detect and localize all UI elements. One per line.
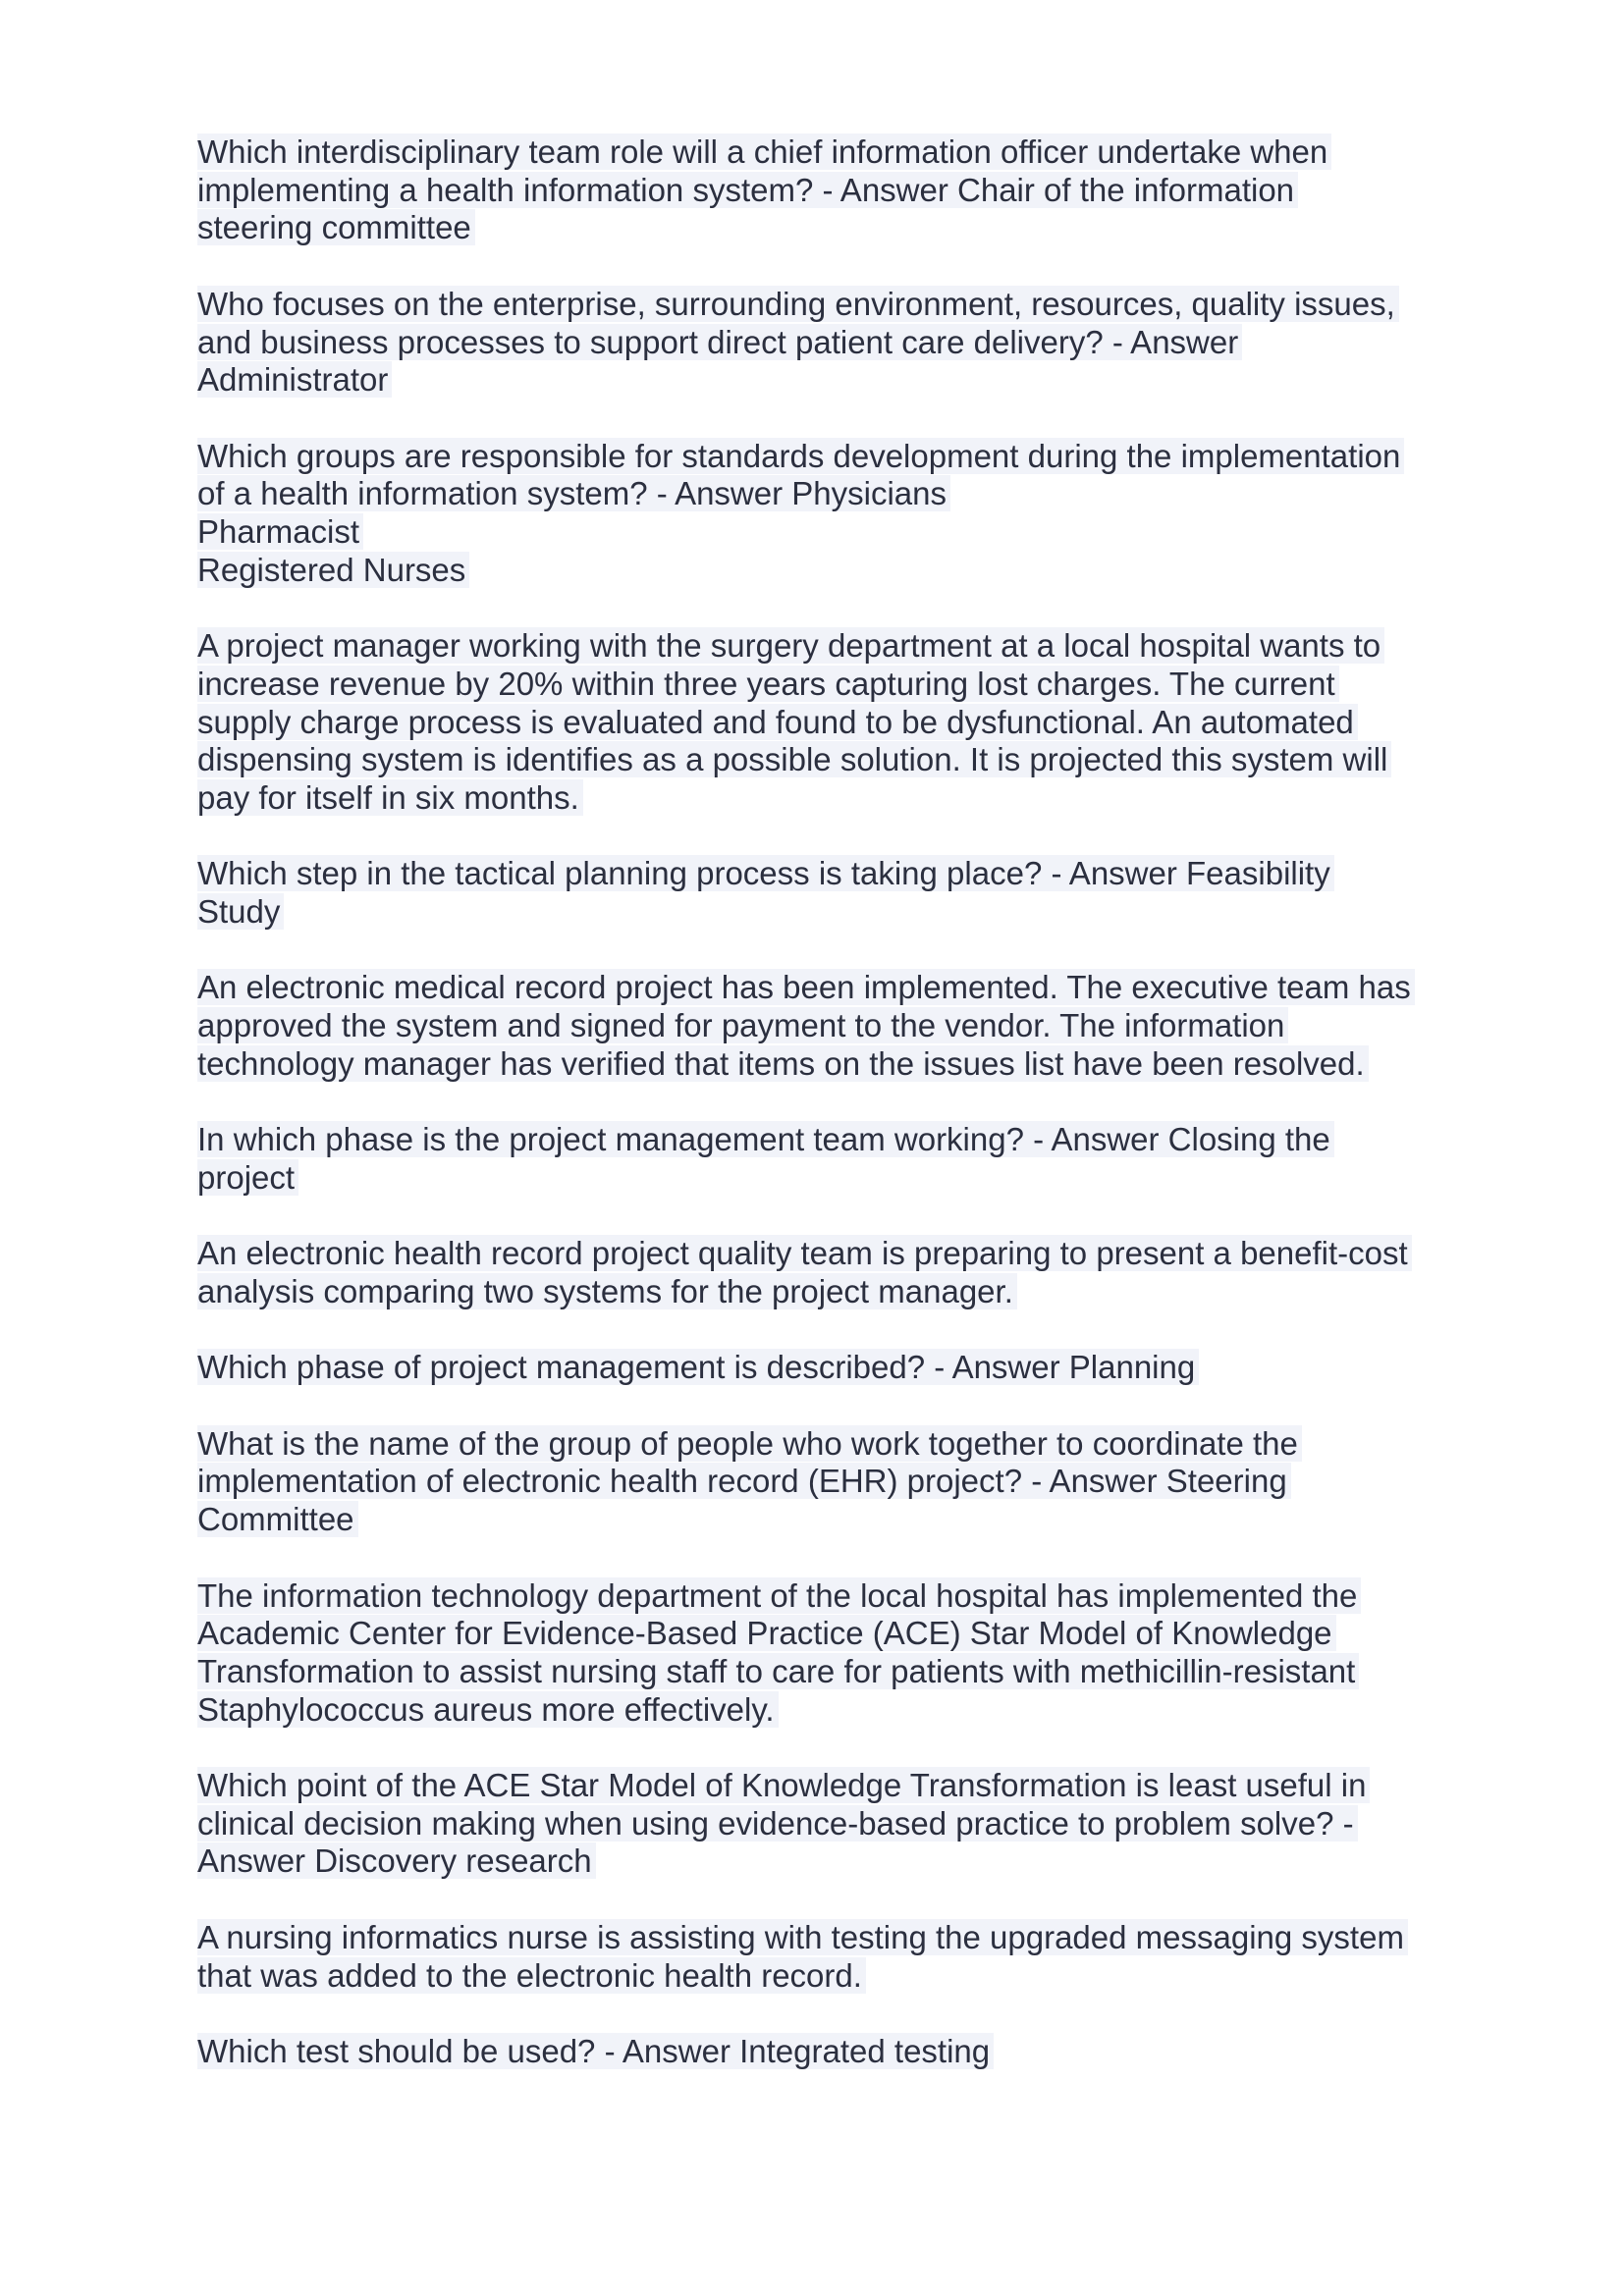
text-line	[197, 438, 1474, 476]
highlighted-text: An electronic health record project quality team is preparing to present a benefit-cost	[197, 1235, 1412, 1271]
text-line	[197, 1653, 1474, 1691]
highlighted-text: supply charge process is evaluated and found to be dysfunctional. An automated	[197, 704, 1358, 740]
text-line	[197, 1463, 1474, 1501]
highlighted-text: implementation of electronic health record (EHR) project? - Answer Steering	[197, 1463, 1291, 1499]
text-line	[197, 893, 1474, 932]
text-line	[197, 133, 1474, 172]
highlighted-text: technology manager has verified that items on the issues list have been resolved.	[197, 1045, 1369, 1082]
text-line	[197, 704, 1474, 742]
text-line	[197, 1957, 1474, 1996]
highlighted-text: Study	[197, 893, 284, 930]
highlighted-text: Which point of the ACE Star Model of Knowledge Transformation is least useful in	[197, 1767, 1370, 1803]
highlighted-text: project	[197, 1159, 298, 1196]
highlighted-text: Staphylococcus aureus more effectively.	[197, 1691, 779, 1728]
text-line	[197, 1159, 1474, 1198]
qa-paragraph	[197, 855, 1474, 931]
highlighted-text: Answer Discovery research	[197, 1842, 596, 1879]
qa-paragraph	[197, 286, 1474, 400]
highlighted-text: Which test should be used? - Answer Integrated testing	[197, 2033, 994, 2069]
text-line	[197, 286, 1474, 324]
highlighted-text: Committee	[197, 1501, 358, 1537]
text-line	[197, 172, 1474, 210]
text-line	[197, 1007, 1474, 1045]
text-line	[197, 969, 1474, 1007]
qa-paragraph	[197, 1425, 1474, 1539]
text-line	[197, 324, 1474, 362]
highlighted-text: A nursing informatics nurse is assisting with testing the upgraded messaging system	[197, 1919, 1408, 1955]
text-line	[197, 1919, 1474, 1957]
highlighted-text: implementing a health information system? - Answer Chair of the information	[197, 172, 1298, 208]
text-line	[197, 1691, 1474, 1730]
document-body	[197, 133, 1474, 2109]
qa-paragraph	[197, 969, 1474, 1083]
qa-paragraph	[197, 1121, 1474, 1197]
qa-paragraph	[197, 1577, 1474, 1730]
text-line	[197, 1767, 1474, 1805]
highlighted-text: Which groups are responsible for standards development during the implementation	[197, 438, 1404, 474]
text-line	[197, 741, 1474, 779]
qa-paragraph	[197, 133, 1474, 247]
text-line	[197, 513, 1474, 552]
highlighted-text: Administrator	[197, 361, 392, 398]
text-line	[197, 361, 1474, 400]
highlighted-text: Which phase of project management is described? - Answer Planning	[197, 1349, 1199, 1385]
text-line	[197, 1235, 1474, 1273]
text-line	[197, 209, 1474, 247]
text-line	[197, 1045, 1474, 1084]
qa-paragraph	[197, 2033, 1474, 2071]
highlighted-text: dispensing system is identifies as a possible solution. It is projected this system will	[197, 741, 1391, 777]
text-line	[197, 2033, 1474, 2071]
text-line	[197, 1842, 1474, 1881]
qa-paragraph	[197, 1919, 1474, 1995]
qa-paragraph	[197, 438, 1474, 590]
text-line	[197, 1273, 1474, 1311]
text-line	[197, 1501, 1474, 1539]
text-line	[197, 552, 1474, 590]
highlighted-text: The information technology department of the local hospital has implemented the	[197, 1577, 1361, 1614]
highlighted-text: An electronic medical record project has been implemented. The executive team has	[197, 969, 1415, 1005]
highlighted-text: Which interdisciplinary team role will a chief information officer undertake when	[197, 133, 1331, 170]
highlighted-text: Registered Nurses	[197, 552, 469, 588]
text-line	[197, 1805, 1474, 1843]
highlighted-text: Which step in the tactical planning process is taking place? - Answer Feasibility	[197, 855, 1334, 891]
highlighted-text: analysis comparing two systems for the project manager.	[197, 1273, 1017, 1309]
highlighted-text: In which phase is the project management team working? - Answer Closing the	[197, 1121, 1334, 1157]
highlighted-text: steering committee	[197, 209, 475, 245]
highlighted-text: increase revenue by 20% within three years capturing lost charges. The current	[197, 666, 1339, 702]
text-line	[197, 666, 1474, 704]
text-line	[197, 475, 1474, 513]
text-line	[197, 1121, 1474, 1159]
highlighted-text: Pharmacist	[197, 513, 363, 550]
text-line	[197, 855, 1474, 893]
text-line	[197, 1577, 1474, 1616]
highlighted-text: A project manager working with the surgery department at a local hospital wants to	[197, 627, 1384, 664]
highlighted-text: that was added to the electronic health record.	[197, 1957, 866, 1994]
highlighted-text: approved the system and signed for payment to the vendor. The information	[197, 1007, 1288, 1043]
text-line	[197, 779, 1474, 818]
qa-paragraph	[197, 1349, 1474, 1387]
highlighted-text: of a health information system? - Answer Physicians	[197, 475, 950, 511]
qa-paragraph	[197, 1235, 1474, 1310]
highlighted-text: clinical decision making when using evidence-based practice to problem solve? -	[197, 1805, 1358, 1842]
qa-paragraph	[197, 627, 1474, 818]
text-line	[197, 1615, 1474, 1653]
highlighted-text: Transformation to assist nursing staff to care for patients with methicillin-resistant	[197, 1653, 1359, 1689]
text-line	[197, 1349, 1474, 1387]
highlighted-text: pay for itself in six months.	[197, 779, 583, 816]
text-line	[197, 1425, 1474, 1464]
highlighted-text: and business processes to support direct patient care delivery? - Answer	[197, 324, 1242, 360]
highlighted-text: Academic Center for Evidence-Based Practice (ACE) Star Model of Knowledge	[197, 1615, 1336, 1651]
text-line	[197, 627, 1474, 666]
qa-paragraph	[197, 1767, 1474, 1881]
highlighted-text: Who focuses on the enterprise, surrounding environment, resources, quality issues,	[197, 286, 1399, 322]
highlighted-text: What is the name of the group of people who work together to coordinate the	[197, 1425, 1302, 1462]
